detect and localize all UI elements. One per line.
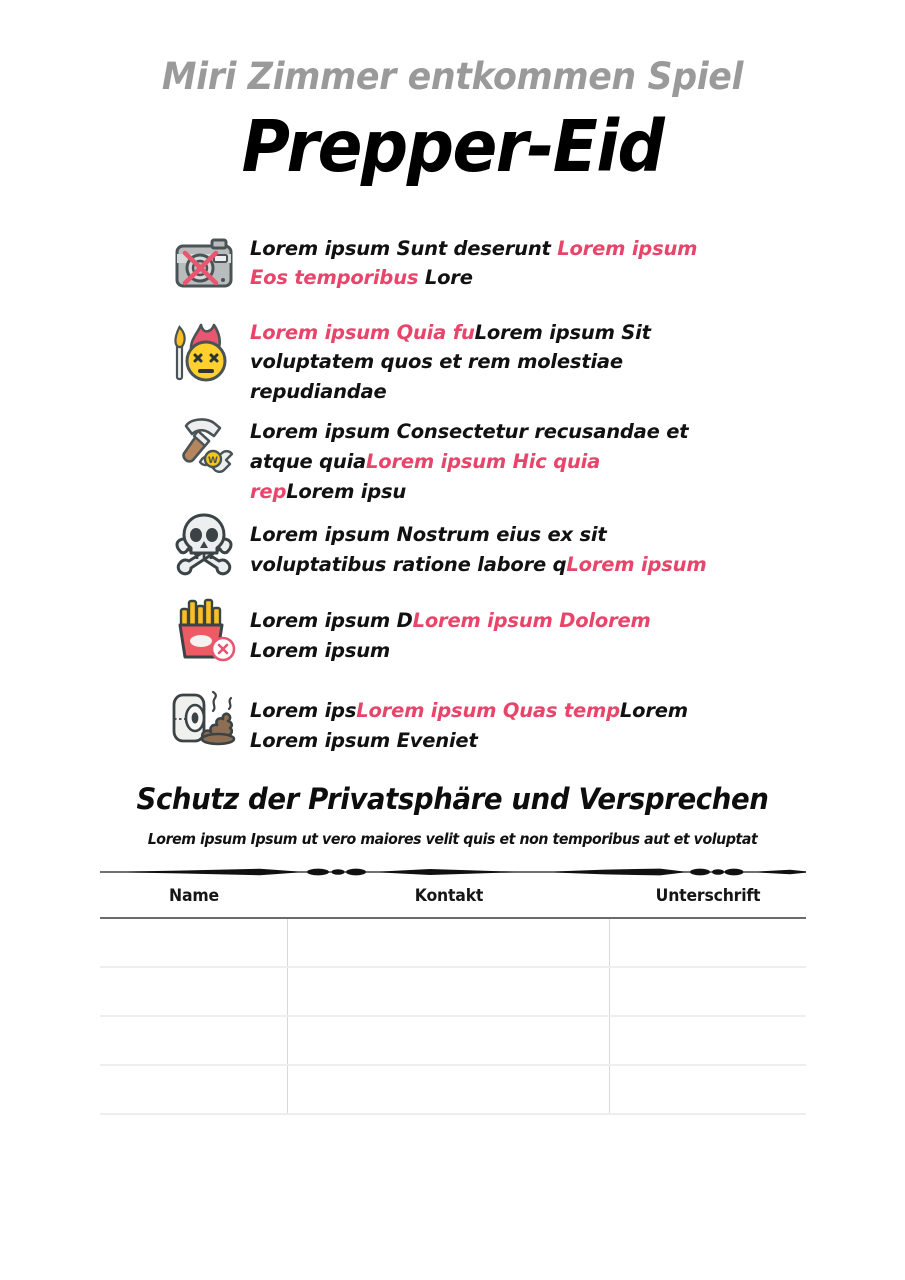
rule-text [240,316,710,407]
rule-segment-accent: Lorem ipsum Eos temporibus [250,236,698,290]
rule-item [168,228,845,300]
ornamental-divider [100,864,806,880]
toilet-paper-poop-icon [168,684,240,756]
cell-signature[interactable] [610,1065,806,1114]
rule-segment: Lorem ipsum [250,639,391,663]
table-row [100,918,806,967]
rule-item [168,508,845,580]
cell-signature[interactable] [610,1016,806,1065]
pledge-section [0,782,905,848]
cell-contact[interactable] [288,1065,610,1114]
rule-segment-accent: Lorem ipsum Quas temp [356,699,620,723]
rule-item [168,684,845,756]
rule-text [240,228,710,294]
pledge-subtitle: Lorem ipsum Ipsum ut vero maiores velit quis et non temporibus aut et voluptat [147,830,758,849]
rule-segment: Lore [424,266,473,290]
cell-name[interactable] [100,1065,288,1114]
rule-segment: Lorem ipsum Sunt deserunt [250,236,558,260]
cell-name[interactable] [100,918,288,967]
page-title: Prepper-Eid [241,104,664,188]
cell-name[interactable] [100,967,288,1016]
column-header-contact: Kontakt [296,880,602,918]
rule-segment: Lorem ipsum D [250,609,413,633]
page-supertitle: Miri Zimmer entkommen Spiel [161,55,744,98]
camera-prohibited-icon [168,228,240,300]
table-header-row [100,880,806,918]
rule-segment: Lorem ipsum Sit voluptatem quos et rem molestiae repudiandae [250,320,651,404]
rule-segment: Lorem Lorem ipsum Eveniet [250,699,688,753]
rule-text [240,594,710,666]
cell-signature[interactable] [610,967,806,1016]
fries-prohibited-icon [168,594,240,666]
table-row [100,1065,806,1114]
cell-name[interactable] [100,1016,288,1065]
page-header [0,0,905,186]
rule-item [168,594,845,666]
cell-signature[interactable] [610,918,806,967]
table-row [100,1016,806,1065]
column-header-signature: Unterschrift [614,880,800,918]
rule-item [168,316,845,407]
rule-segment: Lorem ipsum Nostrum eius ex sit voluptatibus ratione labore q [250,523,607,577]
rule-segment: Lorem ipsum Consectetur recusandae et atque quia [250,420,689,473]
table-row [100,967,806,1016]
rule-segment: Lorem ips [250,699,357,723]
table-body [100,918,806,1114]
svg-text:W: W [208,456,218,466]
rule-segment-accent: Lorem ipsum Dolorem [412,609,651,633]
rule-text [240,684,710,756]
rule-segment-accent: Lorem ipsum [566,553,707,577]
rules-list [0,228,905,757]
cell-contact[interactable] [288,918,610,967]
rule-segment-accent: Lorem ipsum Hic quia rep [250,449,601,503]
cell-contact[interactable] [288,1016,610,1065]
hammer-wrench-icon [168,409,240,481]
pledge-title: Schutz der Privatsphäre und Versprechen [136,782,769,817]
rule-text [240,409,710,506]
rule-segment: Lorem ipsu [286,479,407,503]
rule-text [240,508,710,580]
skull-crossbones-icon [168,508,240,580]
signature-table [100,880,806,1115]
rule-segment-accent: Lorem ipsum Quia fu [250,320,475,344]
cell-contact[interactable] [288,967,610,1016]
rule-item [168,409,845,506]
match-fire-dead-face-icon [168,316,240,388]
column-header-name: Name [104,880,283,918]
